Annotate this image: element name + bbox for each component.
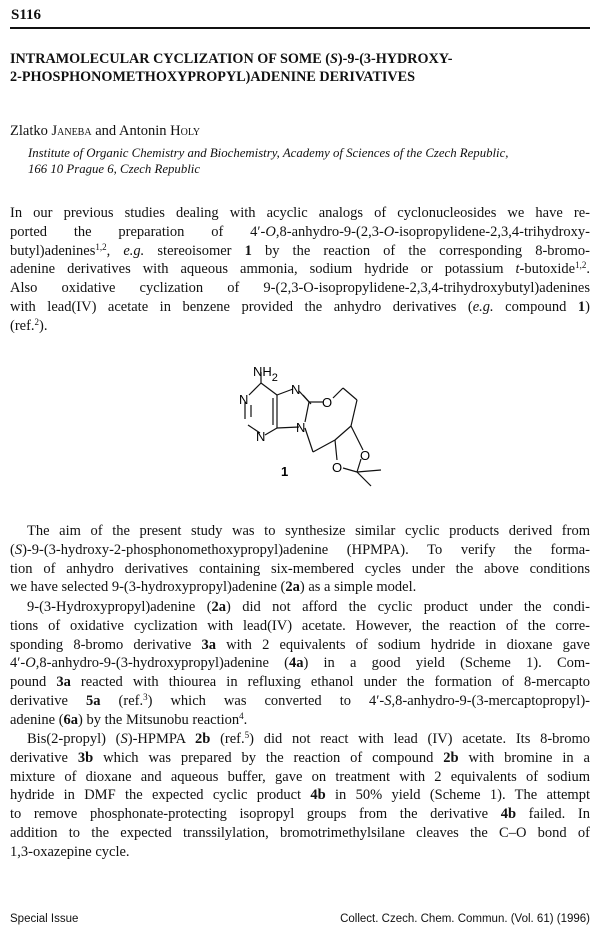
- atom-n1: N: [239, 392, 249, 407]
- footer-right: Collect. Czech. Chem. Commun. (Vol. 61) (1996): [340, 913, 590, 925]
- running-header: [10, 6, 590, 29]
- atom-n7: N: [291, 382, 301, 397]
- article-title: [10, 50, 590, 86]
- atom-o-dioxolane-2: O: [332, 460, 343, 475]
- footer-left: Special Issue: [10, 913, 79, 925]
- paragraph-intro: In our previous studies dealing with acyclic analogs of cyclonucleosides we have re- ported the preparation of 4′-O,8-anhydro-9-(2,3-O-isopropylidene-2,3,4-trihydroxy- butyl)adenines$^{1,2}$, e.g. stereoisomer 1 by the reaction of the corresponding 8-bromo- adenine derivatives with aqueous ammonia, sodium hydride or potassium t-butoxide$^{1,2}$. Also oxidative cyclization of 9-(2,3-O-isopropylidene-2,3,4-trihydroxybutyl)adenines with lead(IV) acetate in benzene provided the anhydro derivatives (e.g. compound 1) (ref.$^2$).: [10, 205, 591, 334]
- author-line: Zlatko Janeba and Antonin Holy: [10, 123, 201, 139]
- structure-compound-1: [215, 362, 395, 500]
- compound-label: 1: [281, 464, 289, 479]
- page-footer: [10, 912, 590, 926]
- page-number: S116: [11, 7, 42, 23]
- title-line-2: 2-PHOSPHONOMETHOXYPROPYL)ADENINE DERIVATIVES: [10, 69, 416, 85]
- amino-label: $NH_2$: [253, 364, 278, 384]
- atom-n3: N: [256, 429, 266, 444]
- paper-page: [10, 0, 590, 936]
- title-line-1: INTRAMOLECULAR CYCLIZATION OF SOME (S)-9-(3-HYDROXY-: [10, 51, 453, 67]
- paragraph-aim: The aim of the present study was to synthesize similar cyclic products derived from (S)-9-(3-hydroxy-2-phosphonomethoxypropyl)adenine (HPMPA). To verify the forma- tion of anhydro derivatives containing six-membered cycles under the above conditions we have selected 9-(3-hydroxypropyl)adenine (2a) as a simple model.: [10, 523, 590, 596]
- atom-o-ring: O: [322, 395, 333, 410]
- paragraph-hpmpa: Bis(2-propyl) (S)-HPMPA 2b (ref.$^5$) did not react with lead (IV) acetate. Its 8-bromo derivative 3b which was prepared by the reaction of compound 2b with bromine in a mixture of dioxane and aqueous buffer, gave on treatment with 2 equivalents of sodium hydride in DMF the expected cyclic product 4b in 50% yield (Scheme 1). The attempt to remove phosphonate-protecting isopropyl groups from the derivative 4b failed. In addition to the expected transsilylation, bromotrimethylsilane cleaves the C–O bond of 1,3-oxazepine cycle.: [10, 730, 591, 860]
- atom-o-dioxolane-1: O: [360, 448, 371, 463]
- structure-bonds: [245, 372, 381, 486]
- paragraph-model: 9-(3-Hydroxypropyl)adenine (2a) did not afford the cyclic product under the condi- tions of oxidative cyclization with lead(IV) acetate. However, the reaction of the corre- sponding 8-bromo derivative 3a with 2 equivalents of sodium hydride in dioxane gave 4′-O,8-anhydro-9-(3-hydroxypropyl)adenine (4a) in a good yield (Scheme 1). Com- pound 3a reacted with thiourea in refluxing ethanol under the formation of 8-mercapto derivative 5a (ref.$^3$) which was converted to 4′-S,8-anhydro-9-(3-mercaptopropyl)- adenine (6a) by the Mitsunobu reaction$^4$.: [10, 599, 590, 728]
- header-rule: [10, 27, 590, 29]
- affiliation: Institute of Organic Chemistry and Biochemistry, Academy of Sciences of the Czech Republic, 166 10 Prague 6, Czech Republic: [28, 146, 509, 176]
- atom-n9: N: [296, 420, 306, 435]
